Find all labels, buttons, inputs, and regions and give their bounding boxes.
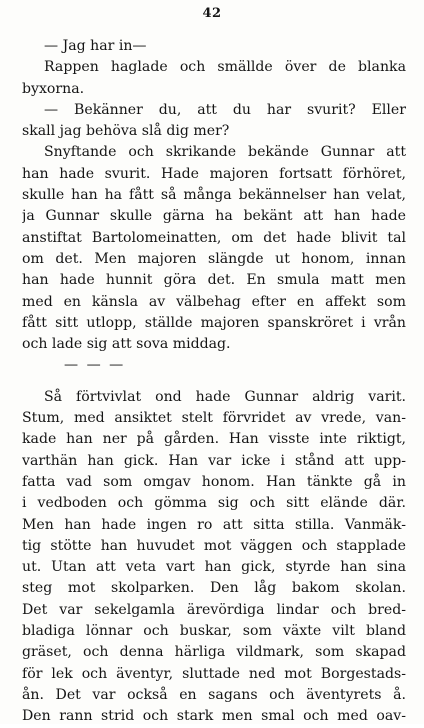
page-number: 42: [202, 6, 222, 21]
text-line: anstiftat Bartolomeinatten, om det hade blivit tal: [22, 229, 406, 246]
text-line: — Bekänner du, att du har svurit? Eller: [44, 101, 406, 118]
paragraph-despair: [22, 387, 406, 728]
text-line: — Jag har in—: [44, 38, 147, 54]
text-line: fatta vad som omgav honom. Han tänkte gå in: [22, 473, 406, 490]
text-line: Rappen haglade och smällde över de blanka: [44, 59, 406, 76]
text-line: ån. Det var också en sagans och äventyrets å.: [22, 686, 406, 703]
text-line: och lade sig att sova middag.: [22, 336, 231, 353]
text-line: kade han ner på gården. Han visste inte riktigt,: [22, 431, 406, 448]
text-line: i vedboden och gömma sig och sitt elände där.: [22, 495, 406, 512]
text-line: för lek och äventyr, sluttade ned mot Borgestads-: [22, 665, 406, 682]
section-gap: [22, 377, 406, 387]
text-line: ut. Utan att veta vart han gick, styrde han sina: [22, 559, 406, 576]
text-line: han hade hunnit göra det. En smula matt men: [22, 272, 406, 289]
text-line: fått sitt utlopp, ställde majoren spanskröret i vrån: [22, 314, 406, 331]
paragraph-dialogue-1: [22, 36, 406, 57]
paragraph-confession: [22, 142, 406, 355]
text-line: han hade svurit. Hade majoren fortsatt förhöret,: [22, 165, 406, 182]
section-separator: — — —: [64, 357, 126, 374]
body-text: [22, 36, 406, 728]
paragraph-whipping: [22, 57, 406, 100]
text-line: byxorna.: [22, 80, 85, 97]
text-line: Den rann strid och stark men smal och med oav-: [22, 708, 406, 725]
text-line: Stum, med ansiktet stelt förvridet av vrede, van-: [22, 410, 406, 427]
text-line: Men han hade ingen ro att sitta stilla. Vanmäk-: [22, 516, 406, 533]
text-line: Snyftande och skrikande bekände Gunnar att: [44, 144, 406, 161]
text-line: Det var sekelgamla ärevördiga lindar och bred-: [22, 601, 406, 618]
text-line: steg mot skolparken. Den låg bakom skolan.: [22, 580, 406, 597]
text-line: om det. Men majoren slängde ut honom, innan: [22, 250, 406, 267]
text-line: bladiga lönnar och buskar, som växte vilt bland: [22, 623, 406, 640]
text-line: skulle han ha fått så många bekännelser han velat,: [22, 187, 406, 204]
text-line: Så förtvivlat ond hade Gunnar aldrig varit.: [44, 388, 406, 405]
text-line: gräset, och denna härliga vildmark, som skapad: [22, 644, 406, 661]
text-line: tig stötte han huvudet mot väggen och stapplade: [22, 537, 406, 554]
text-line: varthän han gick. Han var icke i stånd att upp-: [22, 452, 406, 469]
text-line: med en känsla av välbehag efter en affekt som: [22, 293, 406, 310]
text-line: ja Gunnar skulle gärna ha bekänt att han hade: [22, 208, 406, 225]
paragraph-dialogue-2: [22, 100, 406, 143]
text-line: skall jag behöva slå dig mer?: [22, 123, 230, 140]
